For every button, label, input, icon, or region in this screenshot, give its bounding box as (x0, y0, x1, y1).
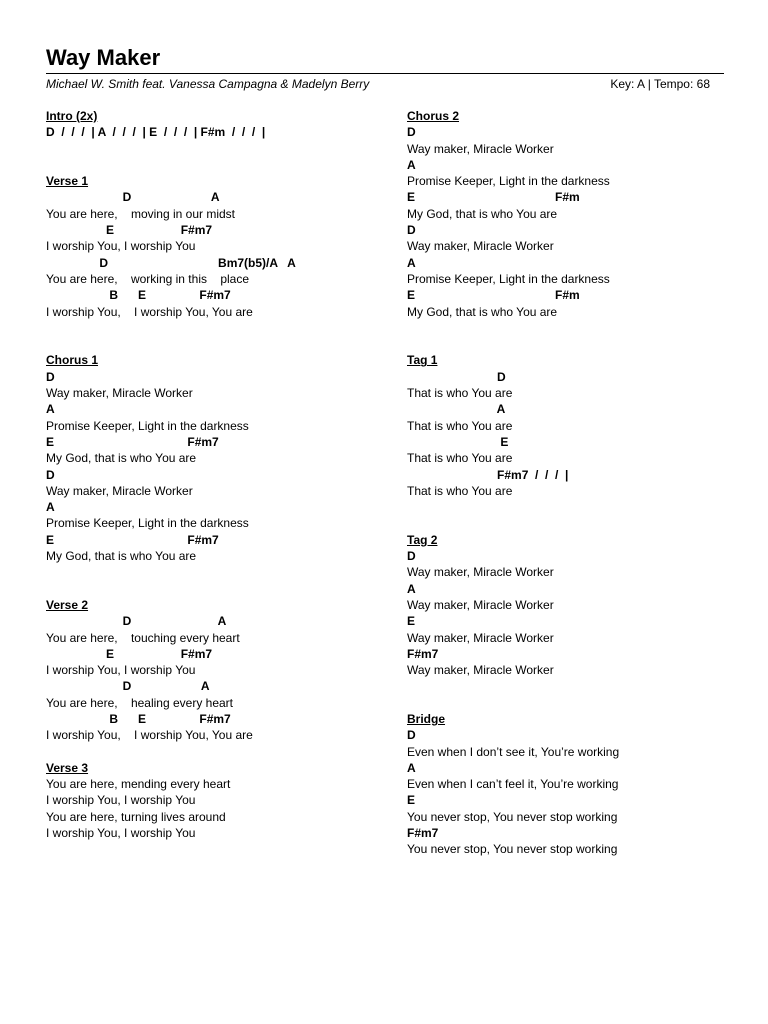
chord-line: E F#m7 (46, 646, 213, 661)
lyric-line: Even when I can’t feel it, You’re working (407, 777, 619, 792)
lyric-line: My God, that is who You are (407, 304, 558, 319)
chord-line: E F#m7 (46, 434, 219, 449)
lyric-line: You never stop, You never stop working (407, 842, 618, 857)
chord-line: E (407, 434, 509, 449)
left-column (46, 108, 396, 841)
chord-line: E (407, 793, 416, 808)
lyric-line: Way maker, Miracle Worker (46, 483, 193, 498)
section-heading: Tag 2 (407, 532, 438, 547)
section-heading: Intro (2x) (46, 109, 98, 123)
lyric-line: My God, that is who You are (46, 451, 197, 466)
section-heading: Bridge (407, 711, 446, 726)
chord-line: F#m7 / / / | (407, 467, 569, 482)
lyric-line: My God, that is who You are (407, 206, 558, 221)
lyric-line: I worship You, I worship You (46, 826, 196, 841)
chord-line: B E F#m7 (46, 288, 231, 303)
chord-line: F#m7 (407, 826, 439, 841)
section-verse-3 (46, 760, 396, 841)
lyric-line: Promise Keeper, Light in the darkness (46, 516, 249, 531)
chord-line: D (407, 223, 416, 238)
chord-line: D A (46, 614, 227, 629)
chord-line: D (46, 369, 55, 384)
lyric-line: I worship You, I worship You, You are (46, 728, 253, 743)
chord-line: D (407, 549, 416, 564)
chord-line: A (407, 255, 416, 270)
lyric-line: Promise Keeper, Light in the darkness (407, 271, 610, 286)
lyric-line: I worship You, I worship You (46, 793, 196, 808)
lyric-line: Way maker, Miracle Worker (407, 141, 554, 156)
lyric-line: Way maker, Miracle Worker (407, 565, 554, 580)
section-heading: Tag 1 (407, 353, 438, 368)
chord-line: E F#m7 (46, 532, 219, 547)
lyric-line: You are here, working in this place (46, 271, 250, 286)
section-verse-2 (46, 597, 396, 744)
lyric-line: Way maker, Miracle Worker (407, 597, 554, 612)
chord-line: A (407, 760, 416, 775)
lyric-line: Even when I don’t see it, You’re working (407, 744, 620, 759)
chord-line: A (46, 402, 55, 417)
lyric-line: That is who You are (407, 451, 513, 466)
lyric-line: That is who You are (407, 386, 513, 401)
song-title: Way Maker (46, 45, 161, 70)
lyric-line: I worship You, I worship You (46, 663, 196, 678)
lyric-line: You are here, moving in our midst (46, 206, 235, 221)
lyric-line: Way maker, Miracle Worker (407, 630, 554, 645)
lyric-line: You are here, healing every heart (46, 695, 234, 710)
lyric-line: You are here, turning lives around (46, 809, 226, 824)
section-heading: Verse 3 (46, 760, 89, 775)
chord-line: E F#m (407, 288, 580, 303)
header-rule (46, 73, 724, 74)
chord-line: B E F#m7 (46, 711, 231, 726)
section-chorus-2 (407, 108, 757, 320)
chord-line: D (407, 728, 416, 743)
lyric-line: You never stop, You never stop working (407, 809, 618, 824)
right-column (407, 108, 757, 858)
chord-line: E F#m7 (46, 223, 213, 238)
chord-line: E F#m (407, 190, 580, 205)
chord-line: D (407, 369, 506, 384)
key-tempo: Key: A | Tempo: 68 (610, 77, 710, 91)
lyric-line: I worship You, I worship You (46, 239, 196, 254)
chord-line: E (407, 614, 416, 629)
chord-line: D (46, 467, 55, 482)
section-tag-2 (407, 532, 757, 679)
section-tag-1 (407, 352, 757, 499)
chord-line: F#m7 (407, 646, 439, 661)
artist-byline: Michael W. Smith feat. Vanessa Campagna & Madelyn Berry (46, 77, 370, 91)
section-chorus-1 (46, 352, 396, 564)
section-verse-1 (46, 173, 396, 320)
lyric-line: Promise Keeper, Light in the darkness (407, 174, 610, 189)
section-intro (46, 108, 396, 141)
chord-line: D A (46, 190, 220, 205)
section-heading: Verse 2 (46, 597, 89, 612)
chord-line: D A (46, 679, 210, 694)
chord-line: D / / / | A / / / | E / / / | F#m / / / | (46, 125, 266, 140)
lyric-line: You are here, mending every heart (46, 777, 231, 792)
chord-line: A (407, 157, 416, 172)
lyric-line: That is who You are (407, 483, 513, 498)
lyric-line: Promise Keeper, Light in the darkness (46, 418, 249, 433)
lyric-line: Way maker, Miracle Worker (407, 239, 554, 254)
lyric-line: Way maker, Miracle Worker (46, 386, 193, 401)
section-heading: Chorus 1 (46, 353, 99, 368)
chord-line: A (407, 402, 506, 417)
lyric-line: I worship You, I worship You, You are (46, 304, 253, 319)
lyric-line: You are here, touching every heart (46, 630, 240, 645)
chord-line: A (46, 500, 55, 515)
section-bridge (407, 711, 757, 858)
section-heading: Chorus 2 (407, 109, 460, 123)
chord-line: D Bm7(b5)/A A (46, 255, 296, 270)
lyric-line: My God, that is who You are (46, 549, 197, 564)
lyric-line: Way maker, Miracle Worker (407, 663, 554, 678)
section-heading: Verse 1 (46, 174, 89, 189)
lyric-line: That is who You are (407, 418, 513, 433)
chord-line: A (407, 581, 416, 596)
chord-line: D (407, 125, 416, 140)
